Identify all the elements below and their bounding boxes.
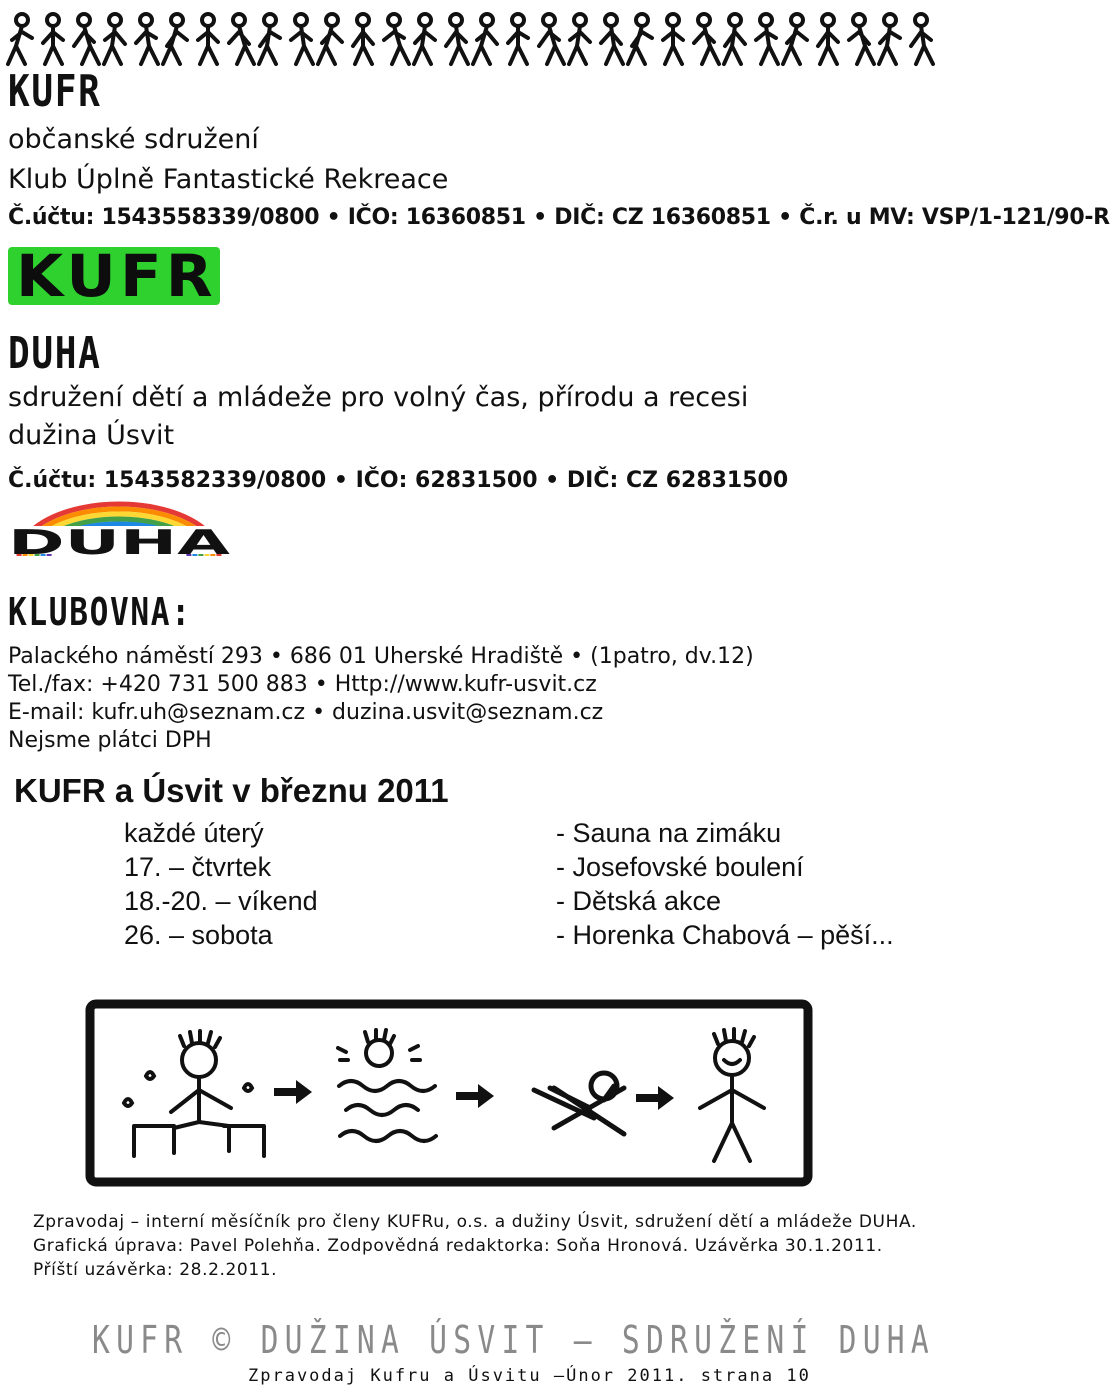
stick-figure <box>414 14 435 64</box>
program-date: 26. – sobota <box>124 920 273 950</box>
stick-figure <box>911 14 933 64</box>
klubovna-email: E-mail: kufr.uh@seznam.cz • duzina.usvit@seznam.cz <box>8 700 604 725</box>
klubovna-title: KLUBOVNA: <box>8 590 192 634</box>
duha-rainbow-logo <box>6 496 232 563</box>
stick-figure <box>43 14 63 64</box>
stick-figure <box>539 14 564 64</box>
stick-figure <box>229 14 254 64</box>
program-event: - Josefovské boulení <box>556 852 804 882</box>
kufr-logo-text: KUFR <box>16 242 217 310</box>
program-event: - Horenka Chabová – pěší... <box>556 920 894 950</box>
stick-figure <box>569 14 590 64</box>
footer-line: Zpravodaj – interní měsíčník pro členy KUFRu, o.s. a dužiny Úsvit, sdružení dětí a mládeže DUHA. <box>33 1212 917 1232</box>
duha-description: sdružení dětí a mládeže pro volný čas, přírodu a recesi <box>8 382 749 413</box>
stick-figure <box>384 14 409 64</box>
kufr-type: občanské sdružení <box>8 124 259 155</box>
stick-figure <box>849 14 874 64</box>
duha-title: DUHA <box>8 328 102 379</box>
stick-figure <box>104 14 125 64</box>
stick-figure <box>446 14 468 64</box>
kufr-full-name: Klub Úplně Fantastické Rekreace <box>8 164 449 195</box>
stick-figure <box>879 14 900 64</box>
stick-figure <box>663 14 683 64</box>
stick-figure <box>628 14 652 64</box>
duha-logo-text: DUHA <box>8 523 232 563</box>
footer-decorative-text: KUFR © DUŽINA ÚSVIT – SDRUŽENÍ DUHA <box>92 1318 935 1362</box>
footer-line: Grafická úprava: Pavel Polehňa. Zodpovědná redaktorka: Soňa Hronová. Uzávěrka 30.1.2011. <box>33 1236 883 1256</box>
stick-figure <box>291 14 313 64</box>
program-date: každé úterý <box>124 818 264 848</box>
program-event: - Sauna na zimáku <box>556 818 782 848</box>
duha-unit: dužina Úsvit <box>8 420 175 451</box>
stick-figure <box>198 14 218 64</box>
program-date: 18.-20. – víkend <box>124 886 318 916</box>
footer-line: Příští uzávěrka: 28.2.2011. <box>33 1260 278 1280</box>
program-event: - Dětská akce <box>556 886 722 916</box>
stick-figure <box>8 14 32 64</box>
klubovna-vat: Nejsme plátci DPH <box>8 728 212 753</box>
footer-note <box>33 1210 943 1282</box>
stick-figure <box>473 14 497 64</box>
program-events <box>556 816 894 952</box>
stick-figure <box>74 14 99 64</box>
stick-figure <box>818 14 838 64</box>
duha-registry: Č.účtu: 1543582339/0800 • IČO: 62831500 • DIČ: CZ 62831500 <box>8 468 789 493</box>
stick-figure <box>353 14 373 64</box>
stick-figure <box>508 14 528 64</box>
kufr-title: KUFR <box>8 66 102 117</box>
program-dates <box>124 816 318 952</box>
stick-figure <box>694 14 719 64</box>
stick-figure <box>783 14 807 64</box>
stick-figure <box>724 14 745 64</box>
stick-figures-banner <box>8 6 952 68</box>
klubovna-contact: Tel./fax: +420 731 500 883 • Http://www.kufr-usvit.cz <box>8 672 597 697</box>
program-heading: KUFR a Úsvit v březnu 2011 <box>14 772 449 809</box>
stick-figure <box>259 14 280 64</box>
stick-figure <box>163 14 187 64</box>
klubovna-address: Palackého náměstí 293 • 686 01 Uherské Hradiště • (1patro, dv.12) <box>8 644 754 669</box>
stick-figure <box>601 14 623 64</box>
kufr-registry: Č.účtu: 1543558339/0800 • IČO: 16360851 • DIČ: CZ 16360851 • Č.r. u MV: VSP/1-121/90-R <box>8 205 1110 230</box>
program-date: 17. – čtvrtek <box>124 852 272 882</box>
page-footer: Zpravodaj Kufru a Úsvitu –Únor 2011. strana 10 <box>248 1366 811 1386</box>
sauna-comic-illustration <box>84 998 814 1188</box>
kufr-logo <box>8 242 220 310</box>
stick-figure <box>318 14 342 64</box>
stick-figure <box>136 14 158 64</box>
stick-figure <box>756 14 778 64</box>
